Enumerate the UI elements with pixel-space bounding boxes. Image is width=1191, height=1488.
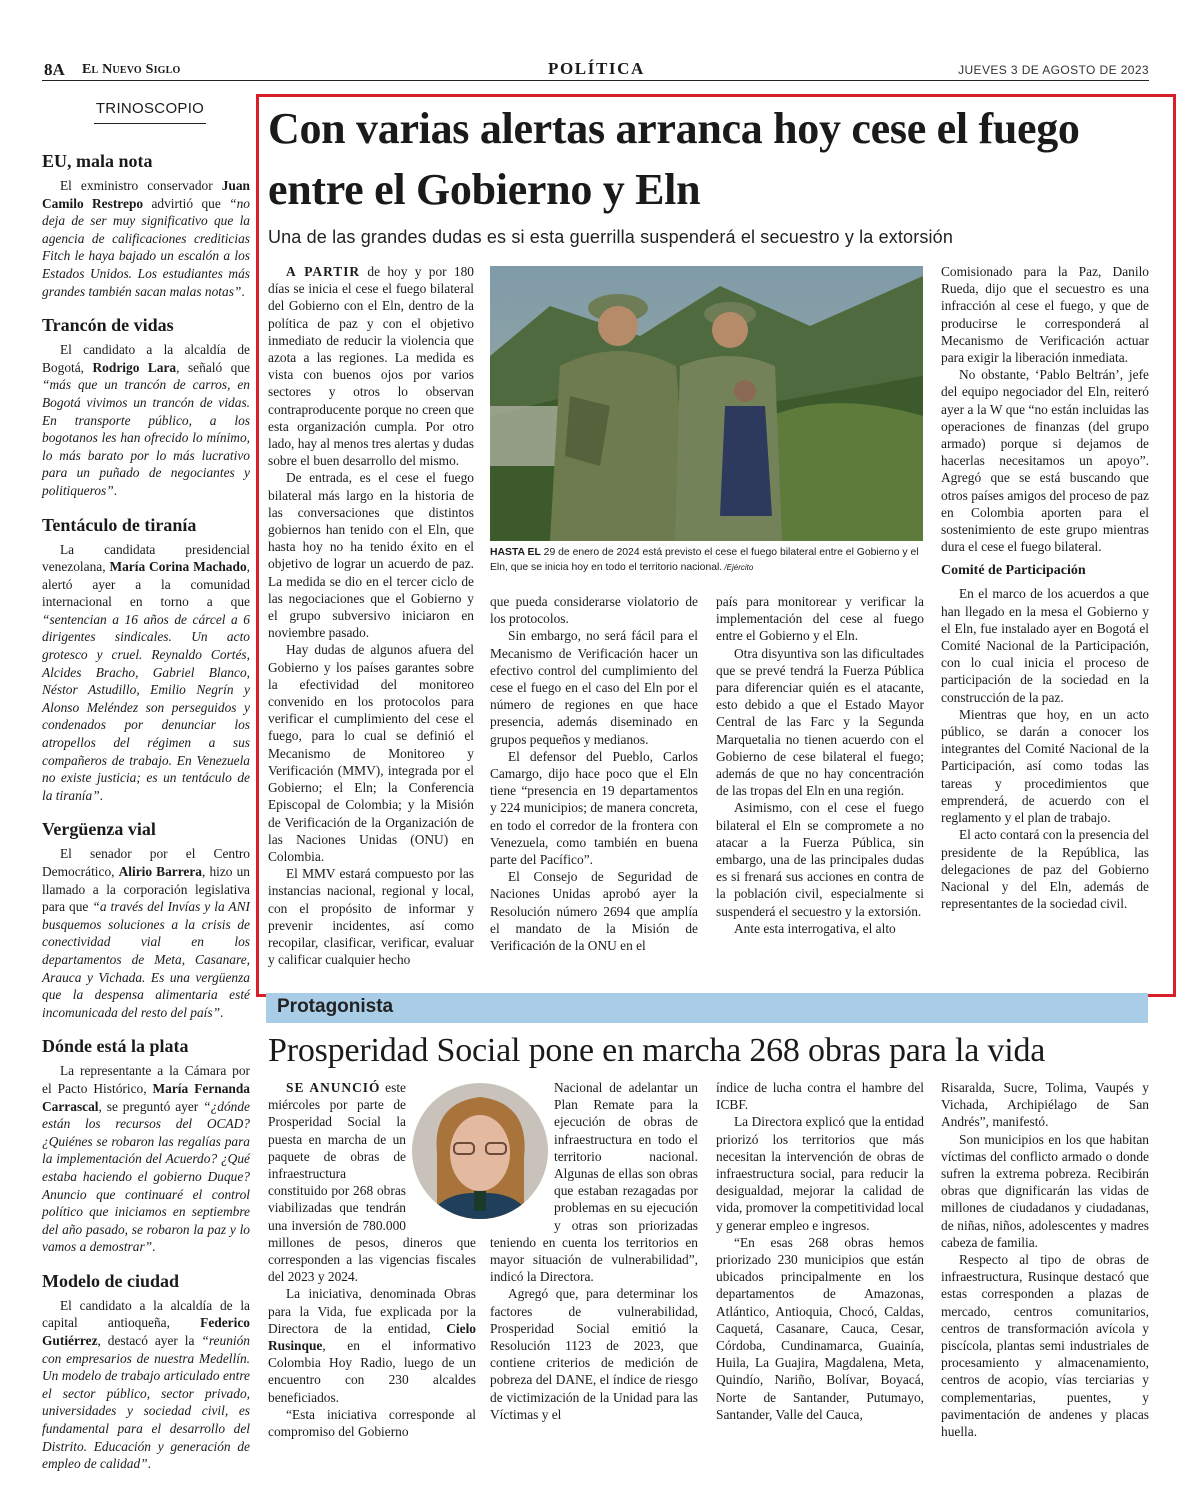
main-paragraph: Comisionado para la Paz, Danilo Rueda, dijo que el secuestro es una infracción al cese el fuego, y que de producirse le corresponderá al Mecanismo de Verificación actuar para exigir la liberación inmediata. — [941, 264, 1149, 366]
header-rule — [42, 80, 1149, 81]
main-paragraph: Sin embargo, no será fácil para el Mecanismo de Verificación hacer un efectivo control del cumplimiento del cese el fuego en el caso del Eln por el número de regiones en que hace presencia, además diseminado en grupos pequeños y medianos. — [490, 628, 698, 747]
main-paragraph: El Consejo de Seguridad de Naciones Unidas aprobó ayer la Resolución número 2694 que amplía el mandato de la Misión de Verificación de la ONU en el — [490, 869, 698, 954]
trino-quote: “¿dónde están los recursos del OCAD? ¿Quiénes se robaron las regalías para la implementación del Acuerdo? ¿Qué estaba haciendo el gobierno Duque? Anuncio que continuaré el control político que iniciamos en septiembre del año pasado, se robaron la paz y lo vamos a demostrar” — [42, 1098, 250, 1255]
trino-heading: Modelo de ciudad — [42, 1270, 180, 1291]
sidebar-title: TRINOSCOPIO — [94, 92, 206, 124]
main-paragraph: que pueda considerarse violatorio de los protocolos. — [490, 594, 698, 627]
trino-quote: “reunión con empresarios de nuestra Medellín. Un modelo de trabajo articulado entre el sector público, sector privado, universidades y sociedad civil, es fundamental para el desarrollo del Distrito. Educación y generación de empleo de calidad” — [42, 1333, 250, 1472]
main-paragraph: El MMV estará compuesto por las instancias nacional, regional y local, con el propósito de informar y prevenir incidentes, así como recopilar, clasificar, verificar, evaluar y calificar cualquier hecho — [268, 866, 474, 968]
trino-body: El candidato a la alcaldía de la capital antioqueña, Federico Gutiérrez, destacó ayer la “reunión con empresarios de nuestra Medellín. Un modelo de trabajo articulado entre el sector público, sector privado, universidades y sociedad civil, es fundamental para el desarrollo del Distrito. Educación y generación de empleo de calidad”. — [42, 1297, 250, 1472]
person-name: Rodrigo Lara — [92, 359, 177, 375]
main-headline: Con varias alertas arranca hoy cese el fuego entre el Gobierno y Eln — [268, 104, 1080, 214]
second-paragraph: Agregó que, para determinar los factores de vulnerabilidad, Prosperidad Social emitió la Resolución 1123 de 2023, que contiene criterios de medición de pobreza del DANE, el índice de riesgo de victimización de la Unidad para las Víctimas y el — [490, 1286, 698, 1422]
person-name: María Fernanda Carrascal — [42, 1080, 250, 1114]
second-paragraph: SE ANUNCIÓ este miércoles por parte de Prosperidad Social la puesta en marcha de un paquete de obras de infraestructura constituido por 268 obras viabilizadas que tendrán una inversión de 780.000 millones de pesos, dineros que corresponden a las vigencias fiscales del 2023 y 2024. — [268, 1080, 476, 1285]
trino-heading: Tentáculo de tiranía — [42, 514, 197, 535]
trino-body: El candidato a la alcaldía de Bogotá, Rodrigo Lara, señaló que “más que un trancón de carros, en Bogotá vivimos un trancón de vidas. En transporte público, a los bogotanos les han ofrecido lo mínimo, lo más barato por lo más lucrativo para un puñado de negociantes y politiqueros”. — [42, 342, 250, 498]
trino-quote: “no deja de ser muy significativo que la agencia de calificaciones crediticias Fitch le haya bajado un escalón a los Estados Unidos. Los estudiantes más grandes también sacan malas notas” — [42, 195, 250, 299]
band-label: Protagonista — [277, 996, 394, 1017]
main-paragraph: Otra disyuntiva son las dificultades que se prevé tendrá la Fuerza Pública para diferenciar quién es el atacante, esto debido a que el Estado Mayor Central de las Farc y la Segunda Marquetalia no tienen acuerdo con el Gobierno de cese bilateral el fuego; además de que no hay concentración de las tropas del Eln en una región. — [716, 645, 924, 799]
second-paragraph: La iniciativa, denominada Obras para la Vida, fue explicada por la Directora de la entidad, Cielo Rusinque, en el informativo Colombia Hoy Radio, luego de un encuentro con 230 alcaldes beneficiados. — [268, 1286, 476, 1405]
main-paragraph: país para monitorear y verificar la implementación del cese al fuego entre el Gobierno y el Eln. — [716, 594, 924, 644]
main-column-4 — [941, 263, 1149, 912]
trino-item — [42, 514, 250, 805]
main-subheadline: Una de las grandes dudas es si esta guerrilla suspenderá el secuestro y la extorsión — [268, 227, 953, 247]
second-column-1 — [268, 1079, 476, 1440]
person-name: Federico Gutiérrez — [42, 1315, 250, 1349]
trino-quote: “a través del Invías y la ANI busquemos soluciones a la crisis de conectividad vial en los departamentos de Meta, Casanare, Arauca y Vichada. Es una vergüenza que la despensa alimentaria esté incomunicada del resto del país” — [42, 899, 250, 1020]
main-column-3 — [716, 593, 924, 937]
second-paragraph: La Directora explicó que la entidad priorizó los territorios que más necesitan la intervención de obras de infraestructura social, para reducir la desigualdad, mejorar la calidad de vida, promover la competitividad local y generar empleo e ingresos. — [716, 1114, 924, 1233]
main-paragraph: Asimismo, con el cese el fuego bilateral el Eln se compromete a no atacar a la Fuerza Pública, sin embargo, una de las principales dudas es si frenará sus acciones en contra de la población civil, especialmente si suspenderá el secuestro y la extorsión. — [716, 800, 924, 919]
person-name: María Corina Machado — [109, 559, 247, 575]
main-paragraph: El acto contará con la presencia del presidente de la República, las delegaciones de paz del Gobierno Nacional y del Eln, además de representantes de la sociedad civil. — [941, 827, 1149, 912]
second-paragraph: Nacional de adelantar un Plan Remate para la ejecución de obras de infraestructura en todo el territorio nacional. Algunas de ellas son obras que estaban rezagadas por problemas en su ejecución y otras son priorizadas teniendo en cuenta los territorios en mayor situación de vulnerabilidad”, indicó la Directora. — [490, 1080, 698, 1285]
section-title: POLÍTICA — [548, 59, 645, 78]
trino-item — [42, 818, 250, 1021]
second-headline: Prosperidad Social pone en marcha 268 obras para la vida — [268, 1032, 1046, 1069]
newspaper-name: El Nuevo Siglo — [82, 62, 181, 77]
second-column-3 — [716, 1079, 924, 1423]
second-paragraph: Risaralda, Sucre, Tolima, Vaupés y Vichada, Archipiélago de San Andrés”, manifestó. — [941, 1080, 1149, 1130]
trino-item — [42, 314, 250, 499]
trino-quote: “más que un trancón de carros, en Bogotá vivimos un trancón de vidas. En transporte público, a los bogotanos les han ofrecido lo mínimo, lo más barato por lo más lucrativo para un puñado de negociantes y politiqueros” — [42, 377, 250, 498]
trino-body: El senador por el Centro Democrático, Alirio Barrera, hizo un llamado a la corporación legislativa para que “a través del Invías y la ANI busquemos soluciones a la crisis de conectividad vial en los departamentos de Meta, Casanare, Arauca y Vichada. Es una vergüenza que la despensa alimentaria esté incomunicada del resto del país”. — [42, 846, 250, 1020]
second-paragraph: “En esas 268 obras hemos priorizado 230 municipios que están ubicados principalmente en los departamentos de Amazonas, Atlántico, Antioquia, Chocó, Caldas, Caquetá, Casanare, Cauca, Cesar, Córdoba, Cundinamarca, Guainía, Huila, La Guajira, Magdalena, Meta, Quindío, Nariño, Bolívar, Boyacá, Norte de Santander, Putumayo, Santander, Valle del Cauca, — [716, 1234, 924, 1422]
main-paragraph: A PARTIR de hoy y por 180 días se inicia el cese el fuego bilateral del Gobierno con el Eln, dentro de la política de paz y con el objetivo inmediato de reducir la violencia que azota a las regiones. La medida es vista con buenos ojos por varios sectores y otros lo observan contraproducente porque no creen que esta organización cumpla. Por otro lado, hay al menos tres alertas y dudas sobre el buen desarrollo del mismo. — [268, 264, 475, 469]
trino-item — [42, 1270, 250, 1473]
soldiers-photo — [490, 266, 923, 541]
main-paragraph: Ante esta interrogativa, el alto — [734, 920, 896, 936]
trino-quote: “sentencian a 16 años de cárcel a 6 dirigentes sindicales. Un acto grotesco y cruel. Reynaldo Cortés, Alcides Bracho, Gabriel Blanco, Néstor Astudillo, Emilio Negrín y Alonso Meléndez son perseguidos y condenados por denunciar los atropellos del régimen a sus compañeros de trabajo. En Venezuela no existe justicia; es un tentáculo de la tiranía” — [42, 611, 250, 803]
second-paragraph: “Esta iniciativa corresponde al compromiso del Gobierno — [268, 1406, 476, 1440]
trino-heading: Dónde está la plata — [42, 1036, 189, 1057]
trino-heading: Vergüenza vial — [42, 819, 156, 840]
main-paragraph: En el marco de los acuerdos a que han llegado en la mesa el Gobierno y el Eln, fue instalado ayer en Bogotá el Comité Nacional de la Participación, con lo cual inicia el proceso de participación de la sociedad en la construcción de la paz. — [941, 586, 1149, 705]
second-column-4 — [941, 1079, 1149, 1440]
person-name: Alirio Barrera — [118, 864, 203, 879]
trino-body: La candidata presidencial venezolana, María Corina Machado, alertó ayer a la comunidad internacional en torno a que “sentencian a 16 años de cárcel a 6 dirigentes sindicales. Un acto grotesco y cruel. Reynaldo Cortés, Alcides Bracho, Gabriel Blanco, Néstor Astudillo, Emilio Negrín y Alonso Meléndez son perseguidos y condenados por denunciar los atropellos del régimen a sus compañeros de trabajo. En Venezuela no existe justicia; es un tentáculo de la tiranía”. — [42, 541, 250, 803]
main-column-1 — [268, 263, 474, 968]
second-paragraph: Respecto al tipo de obras de infraestructura, Rusinque destacó que estas corresponden a plazas de mercado, centros comunitarios, centros de transformación avícola y piscícola, plantas semi industriales de procesamiento y almacenamiento, centros de acopio, vías terciarias y complementarias, puentes, y pavimentación de andenes y placas huella. — [941, 1252, 1149, 1440]
second-paragraph: Son municipios en los que habitan víctimas del conflicto armado o donde sufren la extrema pobreza. Recibirán obras que dignificarán las vidas de millones de ciudadanos y ciudadanas, de niñas, niños, adolescentes y madres cabeza de familia. — [941, 1131, 1149, 1250]
second-paragraph: índice de lucha contra el hambre del ICBF. — [716, 1080, 924, 1113]
main-paragraph: Hay dudas de algunos afuera del Gobierno y los países garantes sobre la efectividad del monitoreo convenido en los protocolos para verificar el cumplimiento del cese el fuego, para lo cual se definió el Mecanismo de Monitoreo y Verificación (MMV), integrada por el Gobierno; el Eln; la Conferencia Episcopal de Colombia; y la Misión de Verificación de la Organización de las Naciones Unidas (ONU) en Colombia. — [268, 642, 474, 864]
main-paragraph: No obstante, ‘Pablo Beltrán’, jefe del equipo negociador del Eln, reiteró ayer a la W que “no están incluidas las operaciones de finanzas (del grupo armado) porque si dejamos de hacerlas necesitamos un apoyo”. Agregó que se está buscando que otros países amigos del proceso de paz en Colombia aporten para el sostenimiento de este grupo mientras dura el cese el fuego bilateral. — [941, 367, 1149, 555]
trino-heading: EU, mala nota — [42, 151, 153, 171]
section-subheading: Comité de Participación — [941, 563, 1086, 579]
trino-body: La representante a la Cámara por el Pacto Histórico, María Fernanda Carrascal, se preguntó ayer “¿dónde están los recursos del OCAD? ¿Quiénes se robaron las regalías para la implementación del Acuerdo? ¿Qué estaba haciendo el gobierno Duque? Anuncio que continuaré el control político que iniciamos en septiembre del año pasado, se robaron la paz y lo vamos a demostrar”. — [42, 1063, 250, 1255]
main-column-2 — [490, 593, 698, 954]
second-column-2 — [490, 1079, 698, 1423]
trino-heading: Trancón de vidas — [42, 315, 174, 336]
photo-caption: HASTA EL 29 de enero de 2024 está previsto el cese el fuego bilateral entre el Gobierno y el Eln, que se inicia hoy en todo el territorio nacional. /Ejército — [490, 547, 919, 573]
issue-date: JUEVES 3 DE AGOSTO DE 2023 — [958, 63, 1149, 77]
main-paragraph: El defensor del Pueblo, Carlos Camargo, dijo hace poco que el Eln tiene “presencia en 19 departamentos y 224 municipios; de manera concreta, en todo el corredor de la frontera con Venezuela, como también en buena parte del Pacífico”. — [490, 748, 698, 868]
person-name: Juan Camilo Restrepo — [42, 178, 250, 211]
trino-item — [42, 1035, 250, 1256]
main-paragraph: De entrada, es el cese el fuego bilateral más largo en la historia de las conversaciones que distintos gobiernos han tenido con el Eln, que hasta hoy no ha tenido éxito en el objetivo de lograr un acuerdo de paz. La medida se dio en el tercer ciclo de las negociaciones que el Gobierno y el grupo subversivo iniciaron en noviembre pasado. — [268, 470, 474, 641]
page-number: 8A — [44, 60, 65, 79]
main-paragraph: Mientras que hoy, en un acto público, se darán a conocer los integrantes del Comité Nacional de la Participación, así como todas las tareas y procedimientos que emprenderá, de acuerdo con el reglamento y el plan de trabajo. — [941, 706, 1149, 826]
trino-body: El exministro conservador Juan Camilo Restrepo advirtió que “no deja de ser muy significativo que la agencia de calificaciones crediticias Fitch le haya bajado un escalón a los Estados Unidos. Los estudiantes más grandes también sacan malas notas”. — [42, 178, 250, 299]
protagonista-band — [266, 993, 1148, 1023]
trinoscopio-sidebar — [42, 92, 250, 1487]
trino-item — [42, 150, 250, 300]
